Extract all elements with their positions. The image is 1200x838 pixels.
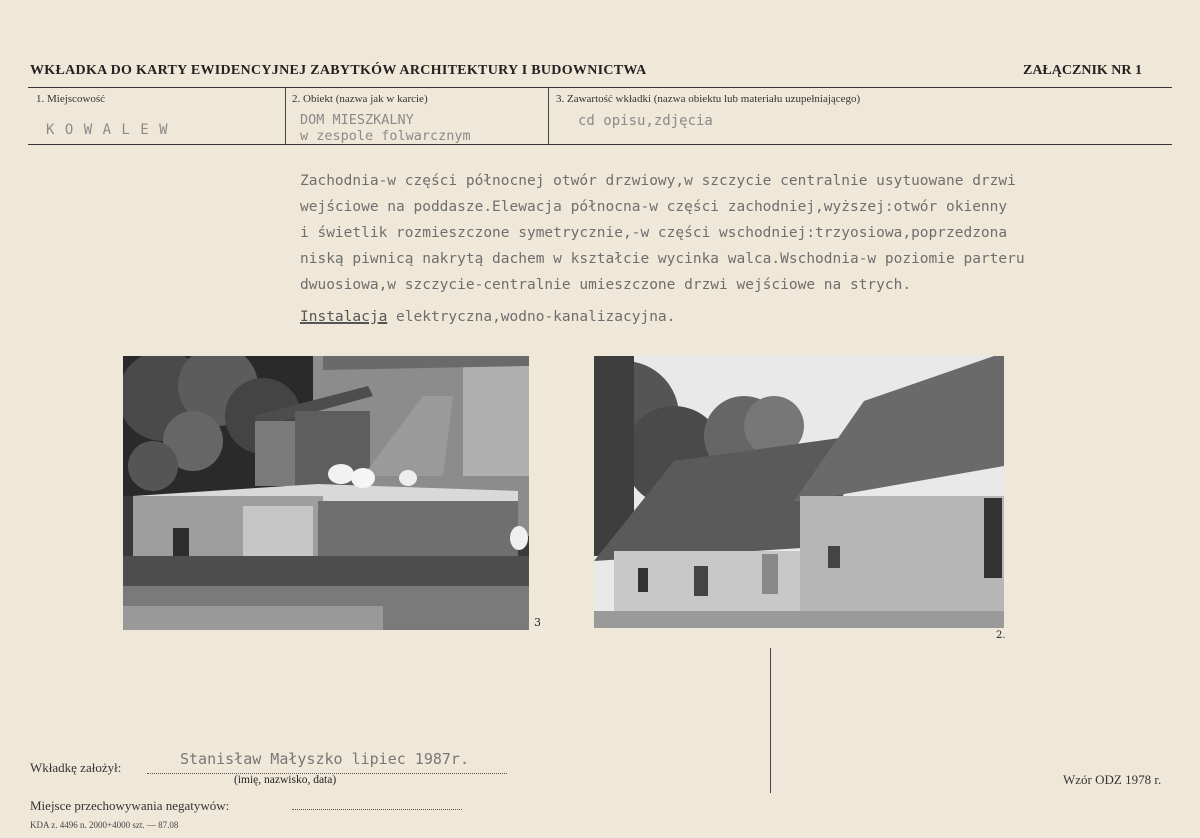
print-info: KDA z. 4496 n. 2000+4000 szt. — 87.08: [30, 820, 179, 830]
content-label: 3. Zawartość wkładki (nazwa obiektu lub materiału uzupełniającego): [556, 93, 861, 105]
description-line: wejściowe na poddasze.Elewacja północna-w części zachodniej,wyższej:otwór okienny: [300, 199, 1008, 215]
author-label: Wkładkę założył:: [30, 760, 122, 775]
installation-heading: Instalacja: [300, 309, 388, 325]
negatives-label: Miejsce przechowywania negatywów:: [30, 798, 230, 813]
header-rule: [28, 87, 1172, 88]
description-line: i świetlik rozmieszczone symetrycznie,-w części wschodniej:trzyosiowa,poprzedzona: [300, 225, 1008, 241]
footer-divider: [770, 648, 771, 793]
field-rule: [28, 144, 1172, 145]
place-value: K O W A L E W: [46, 122, 169, 138]
photo-house: [594, 356, 1004, 628]
installation-text: elektryczna,wodno-kanalizacyjna.: [387, 309, 676, 325]
object-value-line-2: w zespole folwarcznym: [300, 128, 471, 144]
description-text: [300, 168, 1160, 330]
description-line: niską piwnicą nakrytą dachem w kształcie wycinka walca.Wschodnia-w poziomie parteru: [300, 251, 1025, 267]
object-label: 2. Obiekt (nazwa jak w karcie): [292, 93, 428, 105]
description-line: Zachodnia-w części północnej otwór drzwiowy,w szczycie centralnie usytuowane drzwi: [300, 173, 1016, 189]
annex-number: ZAŁĄCZNIK NR 1: [1022, 63, 1142, 78]
author-hint: (imię, nazwisko, data): [234, 774, 337, 786]
photo-number-right: 2.: [996, 630, 1006, 641]
photo-cellar: [123, 356, 529, 630]
field-divider-2: [548, 88, 549, 144]
content-value: cd opisu,zdjęcia: [578, 113, 713, 129]
form-mark: Wzór ODZ 1978 r.: [1063, 772, 1162, 787]
object-value-line-1: DOM MIESZKALNY: [300, 112, 414, 128]
negatives-dotted-line: [292, 809, 462, 810]
photo-number-left: 3: [534, 616, 541, 629]
document-title: WKŁADKA DO KARTY EWIDENCYJNEJ ZABYTKÓW ARCHITEKTURY I BUDOWNICTWA: [30, 63, 647, 78]
place-label: 1. Miejscowość: [36, 93, 106, 105]
installation-line: [300, 304, 1160, 330]
description-line: dwuosiowa,w szczycie-centralnie umieszczone drzwi wejściowe na strych.: [300, 277, 912, 293]
field-divider-1: [285, 88, 286, 144]
author-value: Stanisław Małyszko lipiec 1987r.: [180, 750, 469, 768]
